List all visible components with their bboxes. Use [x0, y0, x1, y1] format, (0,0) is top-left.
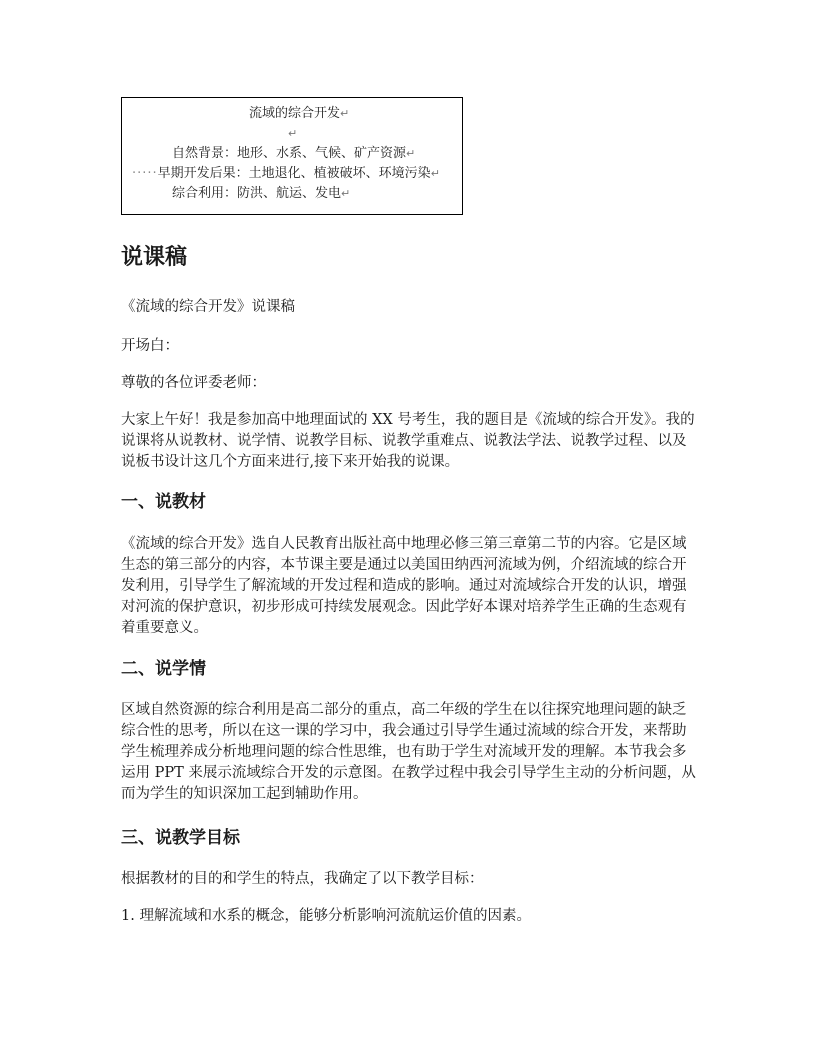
dot-leader: ····· — [132, 166, 158, 181]
section-body-goals: 根据教材的目的和学生的特点，我确定了以下教学目标： — [121, 871, 484, 887]
board-line-early-development: ·····早期开发后果：土地退化、植被破坏、环境污染↵ — [132, 166, 440, 181]
opening-label: 开场白： — [121, 338, 179, 354]
paragraph-mark-icon: ↵ — [340, 107, 350, 120]
board-line-comprehensive-use: 综合利用：防洪、航运、发电↵ — [172, 186, 351, 201]
greeting: 尊敬的各位评委老师： — [121, 375, 266, 391]
teaching-goal-1: 1. 理解流域和水系的概念，能够分析影响河流航运价值的因素。 — [121, 908, 531, 924]
section-heading-goals: 三、说教学目标 — [121, 828, 240, 848]
paragraph-mark-icon: ↵ — [406, 147, 416, 160]
paragraph-mark-icon: ↵ — [341, 187, 351, 200]
section-heading-learners: 二、说学情 — [121, 659, 206, 679]
section-body-learners: 区域自然资源的综合利用是高二部分的重点，高二年级的学生在以往探究地理问题的缺乏综合性的思考，所以在这一课的学习中，我会通过引导学生通过流域的综合开发，来帮助学生梳理养成分析地理问题的综合性思维，也有助于学生对流域开发的理解。本节我会多运用 PPT 来展示流域综合开发的示意图。在教学过程中我会引导学生主动的分析问题，从而为学生的知识深加工起到辅助作用。 — [121, 702, 696, 802]
board-title: 流域的综合开发↵ — [249, 106, 350, 121]
board-line-natural-background: 自然背景：地形、水系、气候、矿产资源↵ — [172, 146, 416, 161]
paragraph-mark-icon: ↵ — [430, 167, 440, 180]
board-empty-line — [288, 126, 297, 143]
intro-paragraph: 大家上午好！我是参加高中地理面试的 XX 号考生，我的题目是《流域的综合开发》。我的说课将从说教材、说学情、说教学目标、说教学重难点、说教法学法、说教学过程、以及说板书设计这几个方面来进行,接下来开始我的说课。 — [121, 412, 695, 470]
document-subtitle: 《流域的综合开发》说课稿 — [121, 299, 295, 315]
blackboard-design-box — [121, 97, 463, 215]
section-heading-textbook: 一、说教材 — [121, 492, 206, 512]
empty-paragraph-mark-icon: ↵ — [288, 127, 298, 140]
document-title: 说课稿 — [121, 245, 188, 270]
section-body-textbook: 《流域的综合开发》选自人民教育出版社高中地理必修三第三章第二节的内容。它是区域生态的第三部分的内容，本节课主要是通过以美国田纳西河流域为例，介绍流域的综合开发利用，引导学生了解流域的开发过程和造成的影响。通过对流域综合开发的认识，增强对河流的保护意识，初步形成可持续发展观念。因此学好本课对培养学生正确的生态观有着重要意义。 — [121, 536, 687, 636]
